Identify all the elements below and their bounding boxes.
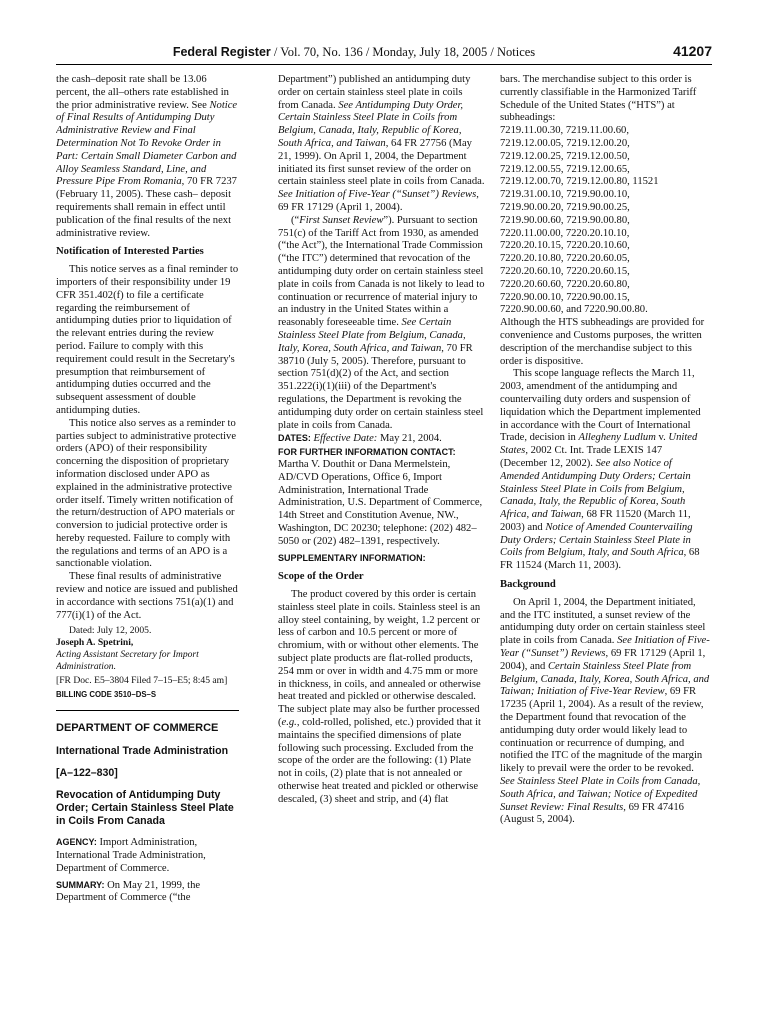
hts-line: 7219.90.00.60, 7219.90.00.80,	[500, 214, 630, 226]
summary-label: SUMMARY:	[56, 879, 105, 890]
header-rule	[56, 64, 712, 65]
hts-line: 7220.90.00.60, and 7220.90.00.80.	[500, 304, 648, 316]
hts-line: 7220.20.60.60, 7220.20.60.80,	[500, 278, 630, 290]
hts-subheading-list	[500, 125, 711, 317]
section-divider	[56, 710, 239, 711]
heading-scope: Scope of the Order	[278, 571, 364, 583]
contact-details: Martha V. Douthit or Dana Mermelstein, AD/CVD Operations, Office 6, Import Administration, International Trade Administration, U.S. Department of Commerce, 14th Street and Constitution Avenue, NW., Washington, DC 20230; telephone: (202) 482–5050 or (202) 482–1391, respectively.	[278, 458, 483, 547]
billing-code: BILLING CODE 3510–DS–S	[56, 690, 157, 700]
fr-doc-line: [FR Doc. E5–3804 Filed 7–15–E5; 8:45 am]	[56, 675, 228, 687]
agency-heading: International Trade Administration	[56, 745, 229, 758]
paragraph-scope: The product covered by this order is certain stainless steel plate in coils. Stainless steel is an alloy steel containing, by weight, 1.2 percent or less of carbon and 10.5 percent or more of chromium, with or without other elements. The subject plate products are flat-rolled products, 254 mm or over in width and 4.75 mm or more in thickness, in coils, and annealed or otherwise heat treated and pickled or otherwise descaled. The subject plate may also be further processed (e.g., cold-rolled, polished, etc.) provided that it maintains the specified dimensions of plate following such processing. Excluded from the scope of the order are the following: (1) Plate not in coils, (2) plate that is not annealed or otherwise heat treated and pickled or otherwise descaled, (3) sheet and strip, and (4) flat	[278, 589, 481, 805]
page-number: 41207	[673, 43, 712, 59]
column-3	[500, 74, 711, 1014]
paragraph-order-history: Department”) published an antidumping duty order on certain stainless steel plate in coils from Canada. See Antidumping Duty Order, Certain Stainless Steel Plate in Coils from Belgium, Canada, Italy, Republic of Korea, South Africa, and Taiwan, 64 FR 27756 (May 21, 1999). On April 1, 2004, the Department initiated its first sunset review of the order on certain stainless steel plate in coils from Canada. See Initiation of Five-Year (“Sunset”) Reviews, 69 FR 17129 (April 1, 2004).	[278, 74, 485, 213]
dated-line: Dated: July 12, 2005.	[69, 625, 152, 637]
agency-label: AGENCY:	[56, 837, 97, 848]
paragraph-issuance: These final results of administrative review and notice are issued and published in accordance with sections 751(a)(1) and 777(i)(1) of the Act.	[56, 571, 238, 621]
hts-line: 7219.12.00.05, 7219.12.00.20,	[500, 137, 630, 149]
column-2	[278, 74, 485, 1014]
hts-line: 7219.31.00.10, 7219.90.00.10,	[500, 189, 630, 201]
document-title: Revocation of Antidumping Duty Order; Certain Stainless Steel Plate in Coils From Canada	[56, 789, 234, 828]
hts-line: 7219.11.00.30, 7219.11.00.60,	[500, 125, 629, 137]
hts-line: 7220.20.10.80, 7220.20.60.05,	[500, 253, 630, 265]
issue-citation: / Vol. 70, No. 136 / Monday, July 18, 2005 / Notices	[270, 45, 536, 59]
paragraph-importer-reminder: This notice serves as a final reminder to importers of their responsibility under 19 CFR 351.402(f) to file a certificate regarding the reimbursement of antidumping duties prior to liquidation of the relevant entries during the review period. Failure to comply with this requirement could result in the Secretary's presumption that reimbursement of antidumping duties occurred and the subsequent assessment of double antidumping duties.	[56, 264, 239, 416]
journal-name: Federal Register	[172, 45, 271, 59]
agency-statement: AGENCY: Import Administration, International Trade Administration, Department of Commerce.	[56, 837, 206, 874]
hts-line: 7220.20.10.15, 7220.20.10.60,	[500, 240, 630, 252]
heading-background: Background	[500, 579, 556, 591]
dates-label: DATES:	[278, 433, 311, 444]
hts-line: 7219.12.00.25, 7219.12.00.50,	[500, 150, 630, 162]
hts-line: 7220.90.00.10, 7220.90.00.15,	[500, 291, 630, 303]
dates-statement: DATES: Effective Date: May 21, 2004.	[278, 433, 442, 445]
paragraph-deposit-rate: the cash–deposit rate shall be 13.06 percent, the all–others rate established in the prior administrative review. See Notice of Final Results of Antidumping Duty Administrative Review and Final Determination Not To Revoke Order in Part: Certain Small Diameter Carbon and Alloy Seamless Standard, Line, and Pressure Pipe From Romania, 70 FR 7237 (February 11, 2005). These cash– deposit requirements shall remain in effect until publication of the final results of the next administrative review.	[56, 74, 238, 239]
hts-line: 7219.12.00.70, 7219.12.00.80, 11521	[500, 176, 659, 188]
paragraph-hts-intro: bars. The merchandise subject to this order is currently classifiable in the Harmonized Tariff Schedule of the United States (“HTS”) at subheadings:	[500, 74, 697, 124]
signer-title: Acting Assistant Secretary for Import Administration.	[56, 649, 199, 673]
hts-line: 7220.20.60.10, 7220.20.60.15,	[500, 265, 630, 277]
department-heading: DEPARTMENT OF COMMERCE	[56, 722, 219, 735]
hts-line: 7219.90.00.20, 7219.90.00.25,	[500, 201, 630, 213]
paragraph-scope-language: This scope language reflects the March 11, 2003, amendment of the antidumping and countervailing duty orders and suspension of liquidation which the Department implemented in accordance with the Court of International Trade, decision in Allegheny Ludlum v. United States, 2002 Ct. Int. Trade LEXIS 147 (December 12, 2002). See also Notice of Amended Antidumping Duty Orders; Certain Stainless Steel Plate in Coils from Belgium, Canada, Italy, the Republic of Korea, South Africa, and Taiwan, 68 FR 11520 (March 11, 2003) and Notice of Amended Countervailing Duty Orders; Certain Stainless Steel Plate in Coils from Belgium, Italy, and South Africa, 68 FR 11524 (March 11, 2003).	[500, 368, 701, 572]
contact-label: FOR FURTHER INFORMATION CONTACT:	[278, 447, 456, 458]
hts-line: 7219.12.00.55, 7219.12.00.65,	[500, 163, 630, 175]
paragraph-hts-dispositive: Although the HTS subheadings are provided for convenience and Customs purposes, the written description of the merchandise subject to this order is dispositive.	[500, 317, 705, 367]
supplementary-label: SUPPLEMENTARY INFORMATION:	[278, 553, 426, 564]
signer-name: Joseph A. Spetrini,	[56, 637, 134, 649]
page-header	[56, 44, 712, 62]
docket-number: [A–122–830]	[56, 767, 118, 780]
paragraph-apo-reminder: This notice also serves as a reminder to parties subject to administrative protective orders (APO) of their responsibility concerning the disposition of proprietary information disclosed under APO as explained in the administrative protective order itself. Timely written notification of the return/destruction of APO materials or conversion to judicial protective order is hereby requested. Failure to comply with the regulations and terms of an APO is a sanctionable violation.	[56, 417, 237, 570]
paragraph-background: On April 1, 2004, the Department initiated, and the ITC instituted, a sunset review of the antidumping duty order on certain stainless steel plate in coils from Canada. See Initiation of Five-Year (“Sunset”) Reviews, 69 FR 17129 (April 1, 2004), and Certain Stainless Steel Plate from Belgium, Canada, Italy, Korea, South Africa, and Taiwan; Initiation of Five-Year Review, 69 FR 17235 (April 1, 2004). As a result of the review, the Department found that revocation of the antidumping duty order would likely lead to continuation or recurrence of dumping, and notified the ITC of the magnitude of the margin likely to prevail were the order to be revoked. See Stainless Steel Plate in Coils from Canada, South Africa, and Taiwan; Notice of Expedited Sunset Review: Final Results, 69 FR 47416 (August 5, 2004).	[500, 596, 710, 826]
hts-line: 7220.11.00.00, 7220.20.10.10,	[500, 227, 630, 239]
summary-statement: SUMMARY: On May 21, 1999, the Department of Commerce (“the	[56, 879, 201, 904]
heading-notification: Notification of Interested Parties	[56, 246, 204, 258]
paragraph-itc-determination: (“First Sunset Review”). Pursuant to section 751(c) of the Tariff Act from 1930, as amended (“the Act”), the International Trade Commission (“the ITC”) determined that revocation of the antidumping duty order on certain stainless steel plate in coils from Canada is not likely to lead to continuation or recurrence of material injury to an industry in the United States within a reasonably foreseeable time. See Certain Stainless Steel Plate from Belgium, Canada, Italy, Korea, South Africa, and Taiwan, 70 FR 38710 (July 5, 2005). Therefore, pursuant to section 751(d)(2) of the Act, and section 351.222(i)(1)(iii) of the Department's regulations, the Department is revoking the antidumping duty order on certain stainless steel plate in coils from Canada.	[278, 214, 485, 431]
running-head	[56, 44, 652, 60]
column-1	[56, 74, 239, 1014]
